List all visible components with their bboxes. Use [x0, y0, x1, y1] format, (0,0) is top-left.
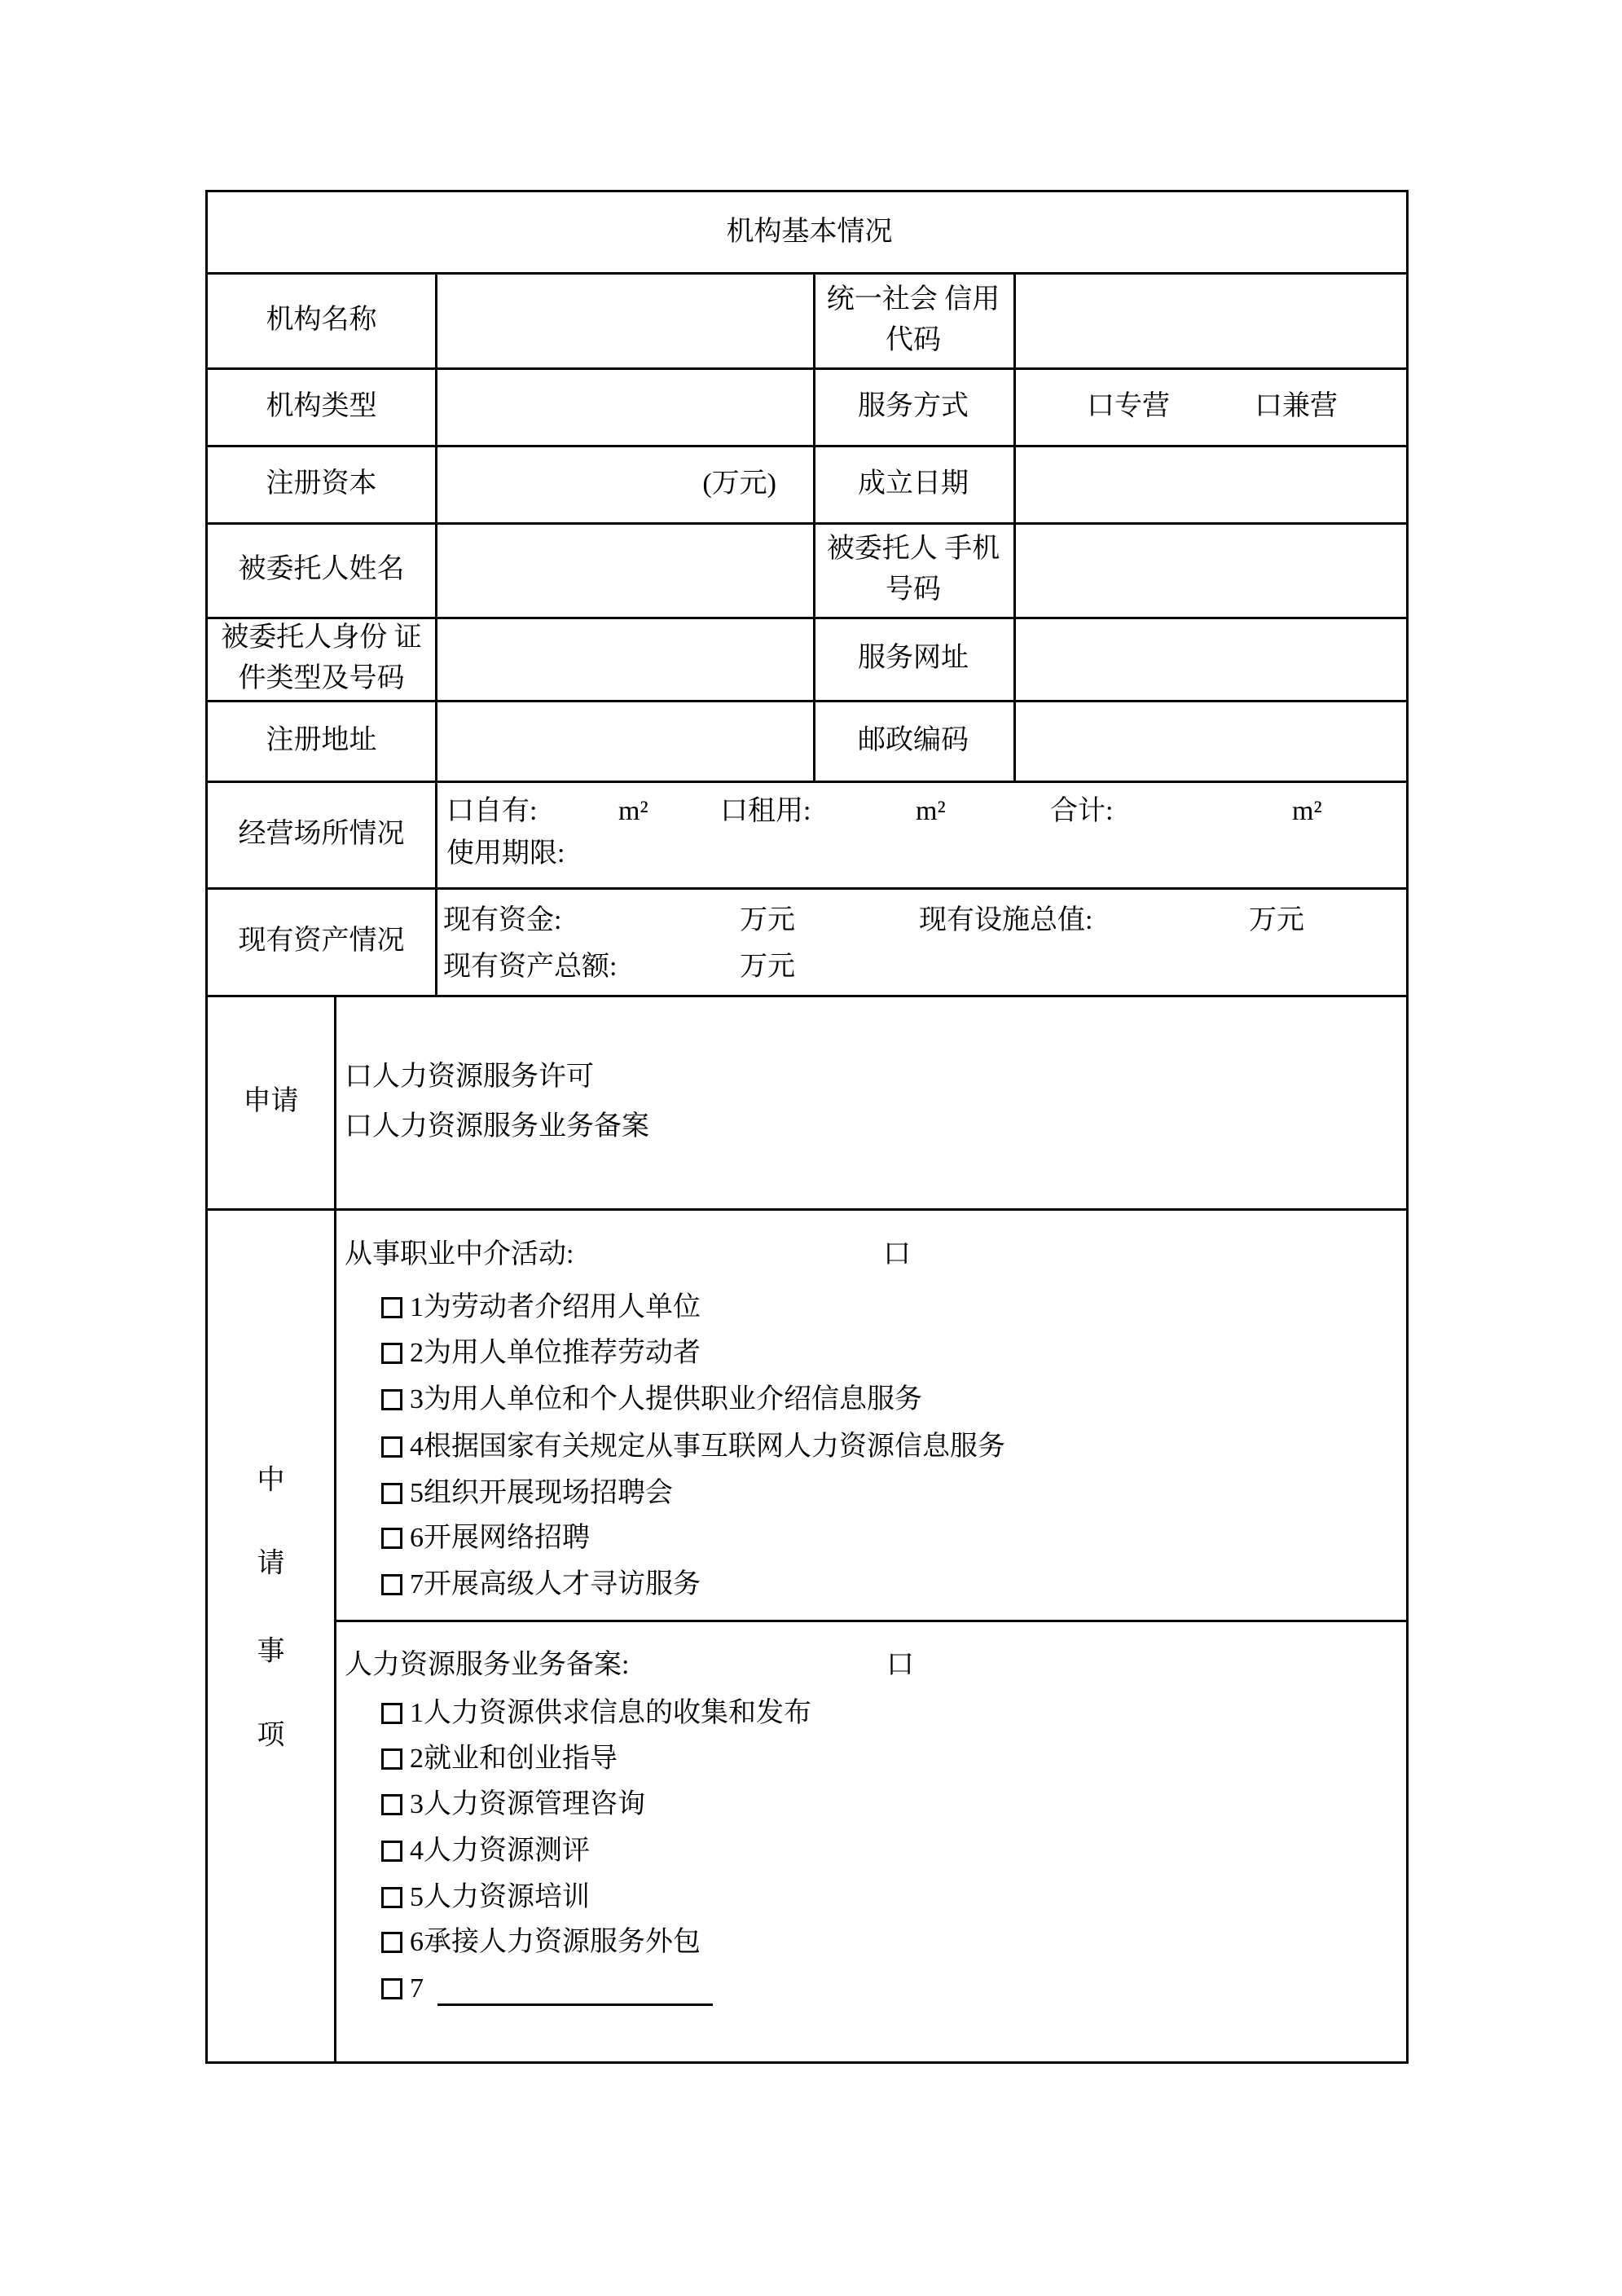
intermediary-section-header: 从事职业中介活动:: [345, 1239, 574, 1269]
org-name-label: 机构名称: [266, 304, 377, 335]
list-item-label: 4人力资源测评: [410, 1836, 590, 1866]
reg-address-label: 注册地址: [266, 724, 377, 755]
intermediary-section: [334, 1208, 1411, 1620]
credit-code-value-cell[interactable]: [1013, 272, 1411, 367]
form-table: [205, 190, 1409, 2064]
delegate-phone-label: 被委托人 手机号码: [826, 534, 1000, 605]
premises-rent-unit: m²: [916, 796, 946, 826]
list-item: [381, 1971, 713, 2007]
application-filing-checkbox-option[interactable]: 口人力资源服务业务备案: [345, 1111, 649, 1141]
assets-funds-unit: 万元: [740, 905, 795, 935]
checkbox-icon[interactable]: [381, 1748, 402, 1770]
assets-label: 现有资产情况: [238, 926, 405, 956]
reg-address-value-cell[interactable]: [435, 700, 813, 781]
matters-label-char: 事: [257, 1636, 285, 1667]
checkbox-icon[interactable]: [381, 1574, 402, 1595]
application-options-cell: [334, 995, 1411, 1208]
service-mode-options-cell: [1013, 367, 1411, 445]
premises-label: 经营场所情况: [238, 818, 405, 849]
org-name-value-cell[interactable]: [435, 272, 813, 367]
application-license-checkbox-option[interactable]: 口人力资源服务许可: [345, 1062, 594, 1092]
assets-funds-label: 现有资金:: [443, 905, 562, 935]
postal-code-label: 邮政编码: [858, 724, 969, 755]
delegate-name-label: 被委托人姓名: [238, 554, 405, 584]
checkbox-icon[interactable]: [381, 1887, 402, 1908]
assets-facilities-unit: 万元: [1249, 905, 1304, 935]
premises-own-checkbox-option[interactable]: 口自有:: [446, 796, 538, 826]
established-date-label: 成立日期: [858, 468, 969, 499]
form-title: 机构基本情况: [726, 217, 893, 247]
matters-label: [208, 1208, 334, 2061]
checkbox-icon[interactable]: [381, 1978, 402, 1999]
list-item: [381, 1429, 1005, 1465]
filing-section-header: 人力资源服务业务备案:: [345, 1650, 630, 1680]
checkbox-icon[interactable]: [381, 1343, 402, 1364]
premises-total-unit: m²: [1292, 796, 1322, 826]
list-item-label: 1人力资源供求信息的收集和发布: [410, 1698, 811, 1728]
list-item: [381, 1520, 590, 1556]
premises-total-label: 合计:: [1050, 796, 1114, 826]
checkbox-icon[interactable]: [381, 1389, 402, 1410]
postal-code-value-cell[interactable]: [1013, 700, 1411, 781]
delegate-name-value-cell[interactable]: [435, 522, 813, 617]
delegate-id-value-cell[interactable]: [435, 617, 813, 700]
list-item: [381, 1476, 673, 1511]
application-label: 申请: [243, 1086, 299, 1116]
list-item-label: 3为用人单位和个人提供职业介绍信息服务: [410, 1384, 922, 1414]
list-item: [381, 1924, 701, 1960]
assets-total-label: 现有资产总额:: [443, 952, 618, 982]
filing-section: [334, 1620, 1411, 2066]
assets-value-cell[interactable]: [435, 887, 1411, 995]
service-mode-concurrent-checkbox-option[interactable]: 口兼营: [1255, 390, 1338, 421]
blank-fill-line[interactable]: [437, 1976, 713, 2006]
service-mode-exclusive-checkbox-option[interactable]: 口专营: [1087, 390, 1170, 421]
list-item-label: 2就业和创业指导: [410, 1744, 618, 1774]
list-item: [381, 1382, 922, 1418]
list-item-label: 3人力资源管理咨询: [410, 1789, 645, 1819]
list-item-label: 6开展网络招聘: [410, 1523, 590, 1553]
checkbox-icon[interactable]: [381, 1841, 402, 1862]
checkbox-icon[interactable]: [381, 1528, 402, 1549]
established-date-value-cell[interactable]: [1013, 445, 1411, 522]
checkbox-icon[interactable]: [381, 1297, 402, 1318]
checkbox-icon[interactable]: [381, 1703, 402, 1724]
list-item: [381, 1696, 811, 1731]
list-item-label: 6承接人力资源服务外包: [410, 1927, 701, 1957]
reg-capital-value-cell[interactable]: [435, 445, 813, 522]
premises-rent-checkbox-option[interactable]: 口租用:: [720, 796, 811, 826]
checkbox-icon[interactable]: [381, 1932, 402, 1953]
list-item: [381, 1335, 701, 1371]
service-website-value-cell[interactable]: [1013, 617, 1411, 700]
matters-label-char: 中: [257, 1465, 285, 1496]
delegate-phone-value-cell[interactable]: [1013, 522, 1411, 617]
assets-total-unit: 万元: [740, 952, 795, 982]
checkbox-icon[interactable]: [381, 1483, 402, 1504]
list-item: [381, 1880, 590, 1916]
list-item-label: 1为劳动者介绍用人单位: [410, 1292, 701, 1322]
reg-capital-unit: (万元): [702, 468, 776, 499]
list-item: [381, 1833, 590, 1869]
service-mode-label: 服务方式: [858, 390, 969, 421]
list-item-label: 7开展高级人才寻访服务: [410, 1569, 701, 1599]
list-item-label: 5人力资源培训: [410, 1882, 590, 1912]
list-item: [381, 1567, 701, 1603]
filing-section-checkbox[interactable]: 口: [886, 1650, 914, 1680]
org-type-value-cell[interactable]: [435, 367, 813, 445]
premises-own-unit: m²: [618, 796, 648, 826]
list-item: [381, 1741, 618, 1777]
list-item: [381, 1787, 645, 1823]
delegate-id-label: 被委托人身份 证件类型及号码: [221, 622, 422, 693]
credit-code-label: 统一社会 信用代码: [826, 284, 1000, 355]
list-item-label: 2为用人单位推荐劳动者: [410, 1338, 701, 1368]
checkbox-icon[interactable]: [381, 1436, 402, 1458]
checkbox-icon[interactable]: [381, 1794, 402, 1815]
intermediary-section-checkbox[interactable]: 口: [883, 1239, 911, 1269]
list-item-label: 7: [410, 1973, 424, 2004]
premises-use-period-label: 使用期限:: [446, 838, 565, 869]
list-item-label: 5组织开展现场招聘会: [410, 1478, 673, 1508]
service-website-label: 服务网址: [858, 643, 969, 673]
matters-label-char: 项: [257, 1720, 285, 1751]
assets-facilities-label: 现有设施总值:: [919, 905, 1093, 935]
list-item-label: 4根据国家有关规定从事互联网人力资源信息服务: [410, 1432, 1005, 1462]
premises-value-cell[interactable]: [435, 781, 1411, 887]
reg-capital-label: 注册资本: [266, 468, 377, 499]
list-item: [381, 1290, 701, 1326]
org-type-label: 机构类型: [266, 390, 377, 421]
matters-label-char: 请: [257, 1548, 285, 1579]
